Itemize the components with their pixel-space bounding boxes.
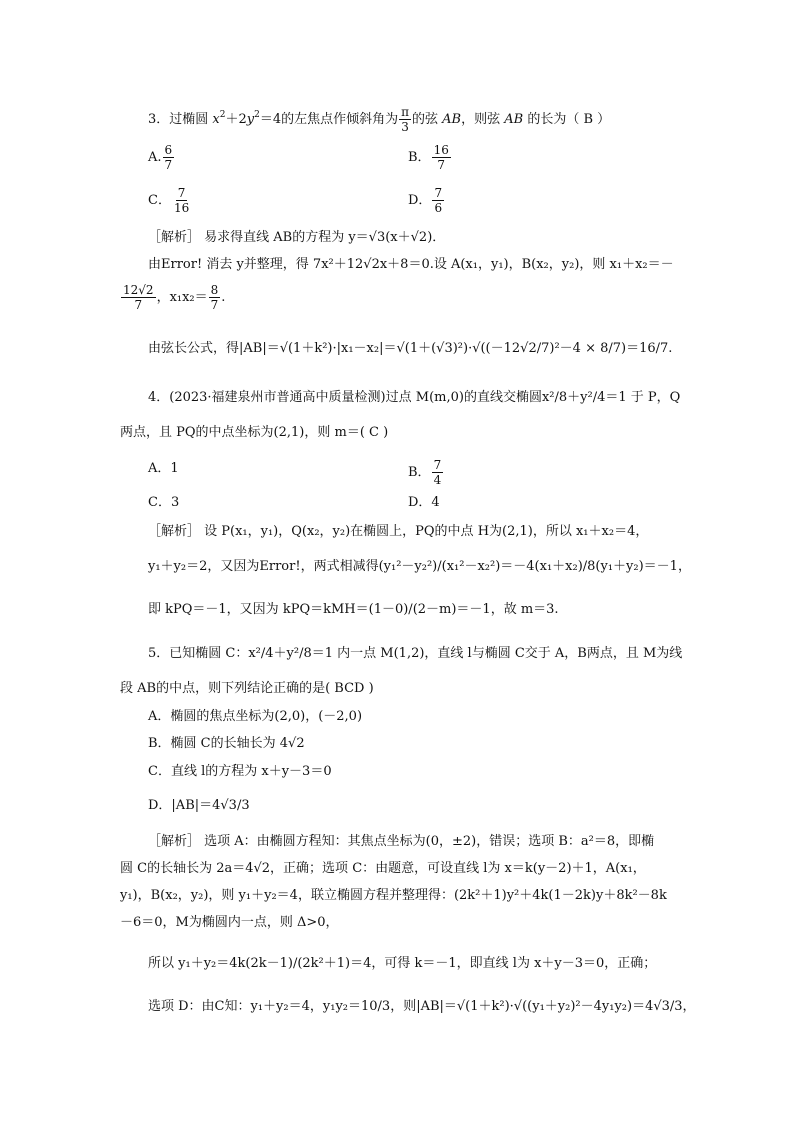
q4-solution-line-3: 即 kPQ＝－1，又因为 kPQ＝kMH＝(1－0)/(2－m)＝－1，故 m＝3. xyxy=(148,602,559,617)
q5-solution-line-6: 选项 D：由C知：y₁＋y₂＝4，y₁y₂＝10/3，则|AB|＝√(1＋k²)·√((y₁＋y₂)²－4y₁y₂)＝4√3/3， xyxy=(148,999,696,1014)
q3-option-d: D． $\frac{7}{6}$ xyxy=(408,186,443,215)
q4-option-d: D．4 xyxy=(408,495,440,510)
q3-angle-fraction: $\frac{\pi}{3}$ xyxy=(401,105,410,134)
q5-solution-line-5: 所以 y₁＋y₂＝4k(2k－1)/(2k²＋1)＝4，可得 k＝－1，即直线 l为 x＋y－3＝0，正确； xyxy=(148,956,657,971)
q3-option-c: C． $\frac{7}{16}$ xyxy=(148,186,190,215)
q5-stem-line-1: 5．已知椭圆 C：x²/4＋y²/8＝1 内一点 M(1,2)，直线 l与椭圆 C交于 A，B两点，且 M为线 xyxy=(148,646,683,661)
q3-stem: 3．过椭圆 $x^2+2y^2=4$的左焦点作倾斜角为 $\frac{\pi}{3}$ 的弦 AB，则弦 AB 的长为（ B ） xyxy=(148,105,611,134)
q4-solution-line-2: y₁＋y₂＝2，又因为Error!，两式相减得(y₁²－y₂²)/(x₁²－x₂²)＝－4(x₁＋x₂)/8(y₁＋y₂)＝－1， xyxy=(148,559,691,574)
q5-solution-line-3: y₁)，B(x₂，y₂)，则 y₁＋y₂＝4，联立椭圆方程并整理得：(2k²＋1)y²＋4k(1－2k)y＋8k²－8k xyxy=(120,888,667,903)
q4-option-b: B． $\frac{7}{4}$ xyxy=(408,458,442,487)
q5-stem-line-2: 段 AB的中点，则下列结论正确的是( BCD ) xyxy=(120,681,374,696)
q5-solution-line-1: ［解析］ 选项 A：由椭圆方程知：其焦点坐标为(0，±2)，错误；选项 B：a²＝8，即椭 xyxy=(148,834,655,849)
q4-stem-line-2: 两点，且 PQ的中点坐标为(2,1)，则 m＝( C ) xyxy=(120,425,389,440)
q4-option-c: C．3 xyxy=(148,495,180,510)
q5-solution-line-2: 圆 C的长轴长为 2a＝4√2，正确；选项 C：由题意，可设直线 l为 x＝k(y－2)＋1，A(x₁， xyxy=(120,861,646,876)
q3-solution-line-3: $\frac{12√2}{7}$ ，x₁x₂＝ $\frac{8}{7}$ . xyxy=(123,283,226,312)
q4-stem-line-1: 4．(2023·福建泉州市普通高中质量检测)过点 M(m,0)的直线交椭圆x²/8＋y²/4＝1 于 P，Q xyxy=(148,390,681,405)
q5-option-d: D．|AB|＝4√3/3 xyxy=(148,798,250,813)
q3-option-b: B． $\frac{16}{7}$ xyxy=(408,143,449,172)
q5-option-c: C．直线 l的方程为 x＋y－3＝0 xyxy=(148,764,332,779)
q4-option-a: A．1 xyxy=(148,461,179,476)
q3-solution-line-4: 由弦长公式，得|AB|＝√(1＋k²)·|x₁－x₂|＝√(1＋(√3)²)·√((－12√2/7)²－4 × 8/7)＝16/7. xyxy=(148,341,673,356)
q3-solution-line-1: ［解析］ 易求得直线 AB的方程为 y＝√3(x＋√2)． xyxy=(148,230,446,245)
q5-option-a: A．椭圆的焦点坐标为(2,0)，(－2,0) xyxy=(148,709,363,724)
q3-option-a: A. $\frac{6}{7}$ xyxy=(148,143,173,172)
q5-solution-line-4: －6＝0，M为椭圆内一点，则 Δ>0， xyxy=(120,915,339,930)
q4-solution-line-1: ［解析］ 设 P(x₁，y₁)，Q(x₂，y₂)在椭圆上，PQ的中点 H为(2,1)，所以 x₁＋x₂＝4， xyxy=(148,524,649,539)
q3-solution-line-2: 由Error! 消去 y并整理，得 7x²＋12√2x＋8＝0.设 A(x₁，y₁)，B(x₂，y₂)，则 x₁＋x₂＝－ xyxy=(148,257,674,272)
q5-option-b: B．椭圆 C的长轴长为 4√2 xyxy=(148,736,305,751)
